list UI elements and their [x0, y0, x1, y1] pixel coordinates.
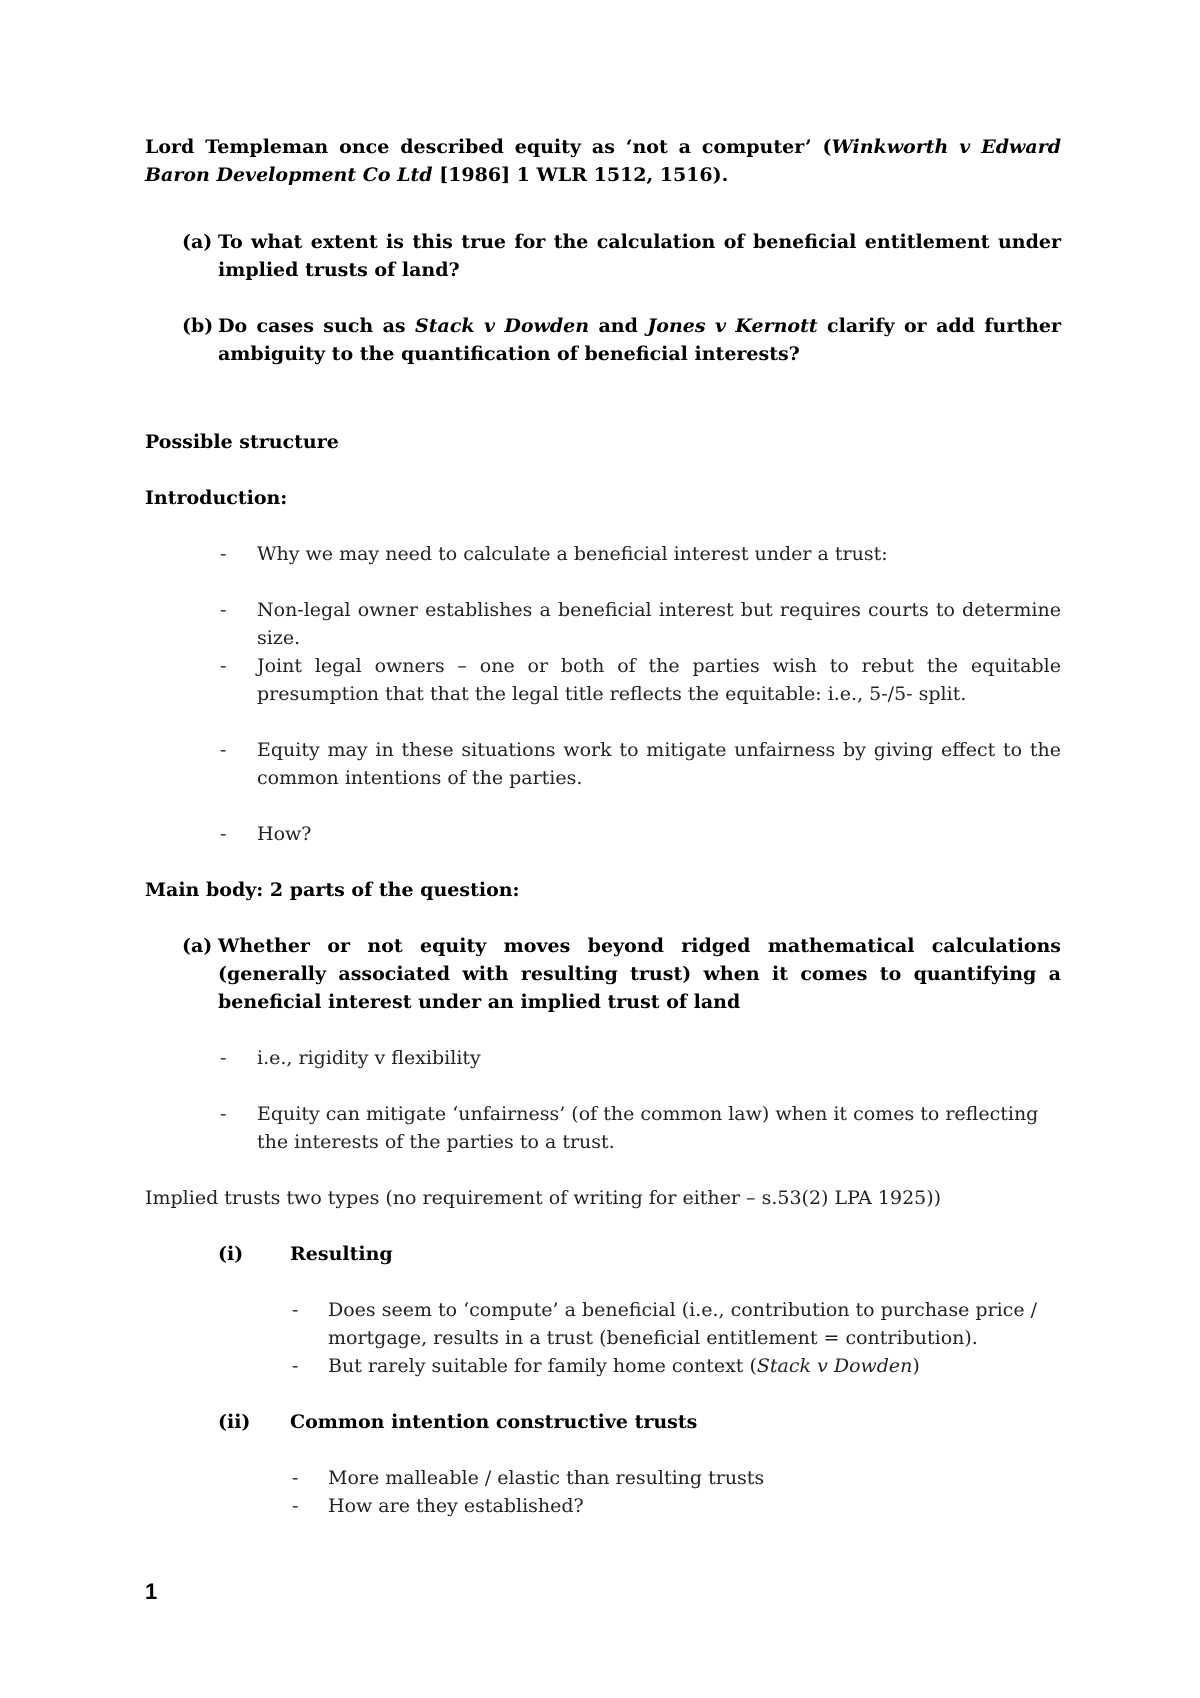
type-title: Resulting [290, 1243, 393, 1265]
list-item: - Equity can mitigate ‘unfairness’ (of the common law) when it comes to reflecting the interests of the parties to a trust. [220, 1103, 1039, 1153]
part-a [182, 932, 1061, 1016]
page-number: 1 [145, 1579, 158, 1604]
list-item: - Equity may in these situations work to mitigate unfairness by giving effect to the common intentions of the parties. [220, 739, 1061, 789]
type-label: (ii) [218, 1411, 251, 1433]
type-ii-heading [218, 1408, 1061, 1436]
case-citation: Winkworth v Edward Baron Development Co Ltd [145, 136, 1061, 186]
question-label: (b) [182, 315, 214, 337]
list-item: - Non-legal owner establishes a beneficial interest but requires courts to determine size. [220, 599, 1061, 649]
intro-citation-text: [1986] 1 WLR 1512, 1516). [432, 164, 729, 186]
heading-introduction: Introduction: [145, 487, 288, 509]
question-label: (a) [182, 231, 213, 253]
implied-trusts-text: Implied trusts two types (no requirement of writing for either – s.53(2) LPA 1925)) [145, 1187, 942, 1209]
question-b [182, 312, 1061, 368]
type-i-heading [218, 1240, 1061, 1268]
question-text: To what extent is this true for the calculation of beneficial entitlement under implied trusts of land? [218, 231, 1061, 281]
part-a-text: Whether or not equity moves beyond ridged mathematical calculations (generally associated with resulting trust) when it comes to quantifying a beneficial interest under an implied trust of land [218, 935, 1061, 1013]
question-label: (a) [182, 935, 213, 957]
question-text: Do cases such as Stack v Dowden and Jones v Kernott clarify or add further ambiguity to the quantification of beneficial interests? [218, 315, 1062, 365]
case-citation: Stack v Dowden [415, 315, 590, 337]
list-item: - Does seem to ‘compute’ a beneficial (i.e., contribution to purchase price / mortgage, results in a trust (beneficial entitlement = contribution). [292, 1299, 1038, 1349]
heading-possible-structure: Possible structure [145, 431, 339, 453]
intro-paragraph [145, 133, 1061, 189]
list-item: - Why we may need to calculate a beneficial interest under a trust: [220, 543, 888, 565]
question-a [182, 228, 1061, 284]
list-item: - How are they established? [292, 1495, 584, 1517]
list-item: - How? [220, 823, 312, 845]
list-item: - Joint legal owners – one or both of the parties wish to rebut the equitable presumption that that the legal title reflects the equitable: i.e., 5-/5- split. [220, 655, 1061, 705]
intro-text: Lord Templeman once described equity as ‘not a computer’ ( [145, 136, 832, 158]
list-item: - More malleable / elastic than resulting trusts [292, 1467, 765, 1489]
type-label: (i) [218, 1243, 244, 1265]
list-item: - i.e., rigidity v flexibility [220, 1047, 481, 1069]
case-citation: Jones v Kernott [647, 315, 818, 337]
case-citation: Stack v Dowden [756, 1355, 913, 1377]
type-title: Common intention constructive trusts [290, 1411, 698, 1433]
heading-main-body: Main body: 2 parts of the question: [145, 879, 520, 901]
list-item: - But rarely suitable for family home context (Stack v Dowden) [292, 1355, 920, 1377]
